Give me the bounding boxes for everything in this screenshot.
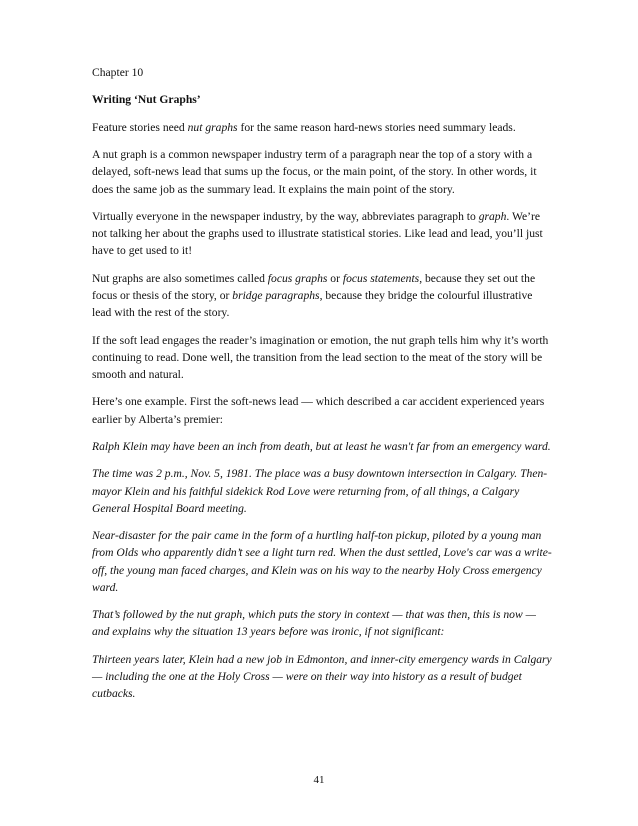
p1-term-nut-graphs: nut graphs bbox=[187, 120, 238, 134]
p4-text-c: or bbox=[327, 271, 343, 285]
paragraph-1 bbox=[92, 119, 552, 136]
page-number: 41 bbox=[313, 774, 325, 786]
example-quote-5: Thirteen years later, Klein had a new job in Edmonton, and inner-city emergency wards in Calgary — including the one at the Holy Cross — were on their way into history as a result of budget cutbacks. bbox=[92, 652, 552, 701]
p3-text-c: . We’re not talking her about the graphs used to illustrate statistical stories. Like lead and lead, you’ll just have to get used to it! bbox=[92, 209, 543, 258]
p3-term-graph: graph bbox=[478, 209, 507, 223]
example-quote-4: That’s followed by the nut graph, which puts the story in context — that was then, this is now — and explains why the situation 13 years before was ironic, if not significant: bbox=[92, 608, 536, 639]
paragraph-3 bbox=[92, 208, 552, 260]
p4-term-bridge-paragraphs: bridge paragraphs bbox=[232, 288, 320, 302]
p4-text-g: , because they bridge the colourful illustrative lead with the rest of the story. bbox=[92, 288, 533, 320]
p3-text-a: Virtually everyone in the newspaper industry, by the way, abbreviates paragraph to bbox=[92, 209, 479, 223]
example-quote-3: Near-disaster for the pair came in the form of a hurtling half-ton pickup, piloted by a young man from Olds who apparently didn’t see a light turn red. When the dust settled, Love's car was a write-off, the young man faced charges, and Klein was on his way to the nearby Holy Cross emergency ward. bbox=[92, 529, 552, 594]
document-page bbox=[92, 64, 552, 713]
paragraph-5: If the soft lead engages the reader’s imagination or emotion, the nut graph tells him why it’s worth continuing to read. Done well, the transition from the lead section to the meat of the story will be smooth and natural. bbox=[92, 333, 549, 381]
chapter-label: Chapter 10 bbox=[92, 66, 144, 79]
paragraph-6: Here’s one example. First the soft-news lead — which described a car accident experienced years earlier by Alberta’s premier: bbox=[92, 395, 545, 426]
p1-text-c: for the same reason hard-news stories need summary leads. bbox=[237, 120, 516, 134]
paragraph-2: A nut graph is a common newspaper industry term of a paragraph near the top of a story with a delayed, soft-news lead that sums up the focus, or the main point, of the story. In other words, it does the same job as the summary lead. It explains the main point of the story. bbox=[92, 148, 537, 196]
p4-text-e: , because they set out the focus or thesis of the story, or bbox=[92, 271, 536, 302]
p4-text-a: Nut graphs are also sometimes called bbox=[92, 271, 268, 285]
example-quote-1: Ralph Klein may have been an inch from death, but at least he wasn't far from an emergency ward. bbox=[92, 439, 551, 453]
example-quote-2: The time was 2 p.m., Nov. 5, 1981. The place was a busy downtown intersection in Calgary. Then-mayor Klein and his faithful sidekick Rod Love were returning from, of all things, a Calgary General Hospital Board meeting. bbox=[92, 467, 548, 515]
p1-text-a: Feature stories need bbox=[92, 120, 188, 134]
p4-term-focus-graphs: focus graphs bbox=[267, 271, 328, 285]
paragraph-4 bbox=[92, 270, 552, 322]
section-heading: Writing ‘Nut Graphs’ bbox=[92, 93, 201, 107]
p4-term-focus-statements: focus statements bbox=[342, 271, 420, 285]
